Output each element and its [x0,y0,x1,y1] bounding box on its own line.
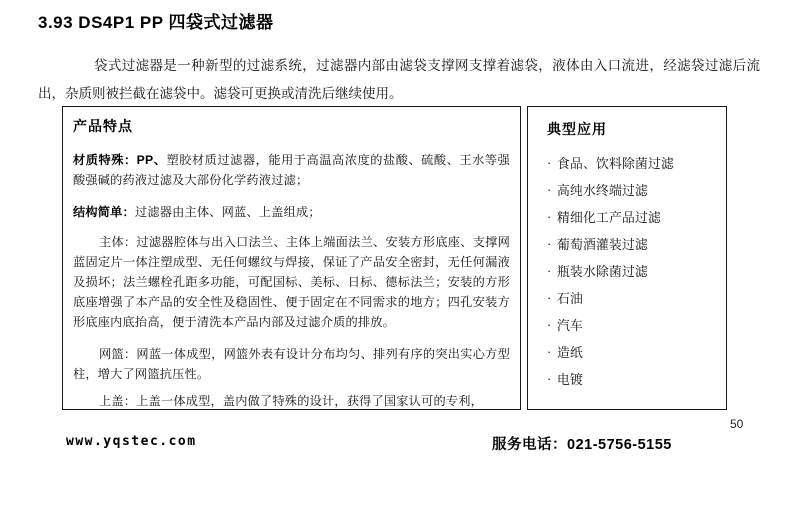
application-item [547,311,718,338]
basket-paragraph: 网篮：网蓝一体成型，网篮外表有设计分布均匀、排列有序的突出实心方型柱，增大了网篮抗压性。 [73,347,510,381]
cover-paragraph: 上盖：上盖一体成型，盖内做了特殊的设计，获得了国家认可的专利， [99,394,484,408]
intro-paragraph: 袋式过滤器是一种新型的过滤系统，过滤器内部由滤袋支撑网支撑着滤袋，液体由入口流进，经滤袋过滤后流出，杂质则被拦截在滤袋中。滤袋可更换或清洗后继续使用。 [38,58,760,101]
application-item [547,284,718,311]
applications-list [547,149,718,392]
bullet-icon: · [547,236,552,251]
application-item-label: 瓶装水除菌过滤 [557,264,648,279]
bullet-icon: · [547,317,552,332]
application-item-label: 精细化工产品过滤 [557,210,661,225]
material-label: 材质特殊：PP、 [73,153,167,167]
features-heading: 产品特点 [73,118,133,134]
application-item-label: 电镀 [557,372,583,387]
main-body-paragraph: 主体：过滤器腔体与出入口法兰、主体上端面法兰、安装方形底座、支撑网蓝固定片一体注塑成型、无任何螺纹与焊接，保证了产品安全密封，无任何漏液及损坏；法兰螺栓孔距多功能，可配国标、美标、日标、德标法兰；安装的方形底座增强了本产品的安全性及稳固性、便于固定在不同需求的地方；四孔安装方形底座内底抬高，便于清洗本产品内部及过滤介质的排放。 [73,235,510,329]
bullet-icon: · [547,290,552,305]
application-item-label: 汽车 [557,318,583,333]
features-box [62,106,521,410]
application-item-label: 石油 [557,291,583,306]
bullet-icon: · [547,371,552,386]
application-item [547,176,718,203]
bullet-icon: · [547,263,552,278]
footer-website: www.yqstec.com [66,434,197,449]
page-title: 3.93 DS4P1 PP 四袋式过滤器 [38,13,274,32]
applications-heading: 典型应用 [547,121,607,137]
bullet-icon: · [547,344,552,359]
application-item [547,338,718,365]
structure-paragraph [73,202,510,222]
application-item [547,230,718,257]
application-item [547,365,718,392]
material-text: 塑胶材质过滤器，能用于高温高浓度的盐酸、硫酸、王水等强酸强碱的药液过滤及大部份化学药液过滤； [73,153,510,187]
application-item-label: 食品、饮料除菌过滤 [557,156,674,171]
applications-box [527,106,727,410]
structure-text: 过滤器由主体、网蓝、上盖组成； [134,205,321,219]
bullet-icon: · [547,155,552,170]
structure-label: 结构简单： [73,205,135,219]
bullet-icon: · [547,209,552,224]
application-item [547,257,718,284]
application-item-label: 高纯水终端过滤 [557,183,648,198]
application-item-label: 葡萄酒灌装过滤 [557,237,648,252]
bullet-icon: · [547,182,552,197]
application-item-label: 造纸 [557,345,583,360]
material-paragraph [73,150,510,190]
application-item [547,149,718,176]
page-number: 50 [730,417,744,431]
application-item [547,203,718,230]
footer-service-phone: 服务电话：021-5756-5155 [492,437,672,453]
